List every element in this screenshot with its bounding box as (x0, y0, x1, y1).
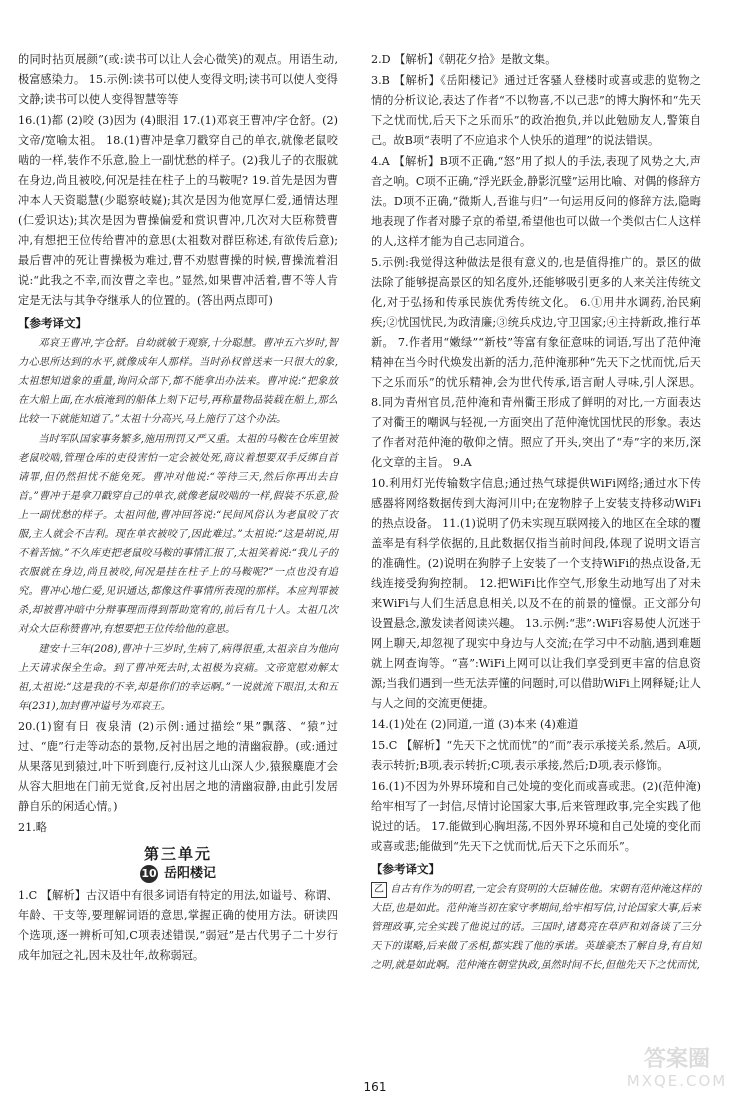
answer-block-15: 的同时拈页展颜”(或:读书可以让人会心微笑)的观点。用语生动,极富感染力。 15.示例:读书可以使人变得文明;读书可以使人变得文静;读书可以使人变得智慧等等 (18, 53, 338, 106)
answer-block-3: 3.B 【解析】《岳阳楼记》通过迁客骚人登楼时或喜或悲的览物之情的分析议论,表达了作者“不以物喜,不以己悲”的博大胸怀和“先天下之忧而忧,后天下之乐而乐”的政治抱负,并以此勉励友人,警策自己。故B项“表明了不应追求个人快乐的道理”的说法错误。 (371, 74, 701, 147)
translation-paragraph: 建安十三年(208),曹冲十三岁时,生病了,病得很重,太祖亲自为他向上天请求保全生命。到了曹冲死去时,太祖极为哀痛。文帝宽慰劝解太祖,太祖说:“这是我的不幸,却是你们的幸运啊。”一说就流下眼泪,太和五年(231),加封曹冲谥号为邓哀王。 (18, 644, 338, 712)
reference-translation-heading: 【 参考译文 】 (18, 313, 87, 333)
reference-translation-heading: 【 参考译文 】 (371, 859, 440, 879)
answer-block-14: 14.(1)处在 (2)同道,一道 (3)本来 (4)难道 (371, 718, 579, 731)
lesson-title (18, 864, 338, 884)
translation-paragraph (371, 880, 701, 975)
answer-block-16-19: 16.(1)都 (2)咬 (3)因为 (4)眼泪 17.(1)邓哀王曹冲/字仓舒。(2)文帝/宽喻太祖。 18.(1)曹冲是拿刀戳穿自己的单衣,就像老鼠咬啮的一样,装作不乐意,脸上一副忧愁的样子。(2)我儿子的衣服就在身边,尚且被咬,何况是挂在柱子上的马鞍呢? 19.首先是因为曹冲本人天资聪慧(少聪察岐嶷);其次是因为他宽厚仁爱,通情达理(仁爱识达);其次是因为曹操偏爱和赏识曹冲,几次对大臣称赞曹冲,有想把王位传给曹冲的意思(太祖数对群臣称述,有欲传后意);最后曹冲的死让曹操极为难过,曹不劝慰曹操的时候,曹操流着泪说:“此我之不幸,而汝曹之幸也。”显然,如果曹冲活着,曹不等人肯定是无法与其争夺继承人的位置的。(答出两点即可) (18, 114, 338, 307)
translation-paragraph: 当时军队国家事务繁多,施用刑罚又严又重。太祖的马鞍在仓库里被老鼠咬啮,管理仓库的吏役害怕一定会被处死,商议着想要双手反绑自首请罪,但仍然担忧不能免死。曹冲对他说:“等待三天,然后你再出去自首。”曹冲于是拿刀戳穿自己的单衣,就像老鼠咬啮的一样,假装不乐意,脸上一副忧愁的样子。太祖问他,曹冲回答说:“民间风俗认为老鼠咬了衣服,主人就会不吉利。现在单衣被咬了,因此难过。”太祖说:“这是胡说,用不着苦恼。”不久库吏把老鼠咬马鞍的事情汇报了,太祖笑着说:“我儿子的衣服就在身边,尚且被咬,何况是挂在柱子上的马鞍呢?”一点也没有追究。曹冲心地仁爱,见识通达,都像这件事情所表现的那样。本应判罪被杀,却被曹冲暗中分辩事理而得到帮助宽宥的,前后有几十人。太祖几次对众大臣称赞曹冲,有想要把王位传给他的意思。 (18, 434, 338, 635)
page-number: 161 (363, 1080, 387, 1094)
watermark-url: MXQE.COM (626, 1072, 728, 1090)
translation-text: 自古有作为的明君,一定会有贤明的大臣辅佐他。宋朝有范仲淹这样的大臣,也是如此。范仲淹当初在家守孝期间,给牢相写信,讨论国家大事,后来管理政事,完全实践了他说过的话。三国时,诸葛亮在草庐和刘备谈了三分天下的谋略,后来做了丞相,都实践了他的承诺。英雄豪杰了解自身,有自知之明,就是如此啊。范仲淹在朝堂执政,虽然时间不长,但他先天下之忧而忧, (371, 884, 701, 971)
translation-paragraph: 邓哀王曹冲,字仓舒。自幼就敏于观察,十分聪慧。曹冲五六岁时,智力心思所达到的水平,就像成年人那样。当时孙权曾送来一只很大的象,太祖想知道象的重量,询问众部下,都不能拿出办法来。曹冲说:“把象放在大船上面,在水痕淹到的船体上刻下记号,再称量物品装载在船上,那么比较一下就能知道了。”太祖十分高兴,马上施行了这个办法。 (18, 338, 338, 425)
unit-title: 第三单元 (143, 845, 212, 863)
translation-tag: 乙 (371, 882, 387, 898)
lesson-number-badge: 10 (140, 865, 158, 883)
answer-block-1: 1.C 【解析】古汉语中有很多词语有特定的用法,如谥号、称谓、年龄、干支等,要理解词语的意思,掌握正确的使用方法。研读四个选项,逐一辨析可知,C项表述错误,“弱冠”是古代男子二十岁行成年加冠之礼,因未及壮年,故称弱冠。 (18, 889, 338, 962)
watermark-logo-text: 答案圈 (643, 1047, 710, 1072)
answer-block-2: 2.D 【解析】《朝花夕拾》是散文集。 (371, 53, 557, 66)
right-column (371, 50, 701, 976)
answer-block-21: 21.略 (18, 821, 47, 834)
watermark-logo (612, 1048, 742, 1096)
answer-block-20: 20.(1)窗有日 夜泉清 (2)示例:通过描绘“果”飘落、“猿”过过、“鹿”行走等动态的景物,反衬出居之地的清幽寂静。(或:通过从果落见到猿过,叶下听到鹿行,反衬这儿山深人少,猿猴麋鹿才会从容大胆地在门前无觉食,反衬出居之地的清幽寂静,由此引发居静自乐的闲适心情。) (18, 720, 338, 813)
answer-block-4: 4.A 【解析】B项不正确,“怒”用了拟人的手法,表现了风势之大,声音之响。C项不正确,“浮光跃金,静影沉璧”运用比喻、对偶的修辞方法。D项不正确,“微斯人,吾谁与归”一句运用反问的修辞方法,隐晦地表现了作者对滕子京的希望,希望他也可以做一个类似古仁人这样的人,这样才能为自己志同道合。 (371, 155, 701, 248)
answer-block-5-9: 5.示例:我觉得这种做法是很有意义的,也是值得推广的。景区的做法除了能够提高景区的知名度外,还能够吸引更多的人来关注传统文化,对于弘扬和传承民族优秀传统文化。 6.①用井水调药,治民痢疾;②忧国忧民,为政清廉;③统兵戍边,守卫国家;④主持新政,推行革新。 7.作者用“嫩绿”“新枝”等富有象征意味的词语,写出了范仲淹精神在当今时代焕发出新的活力,范仲淹那种“先天下之忧而忧,后天下之乐而乐”的忧乐精神,会为世代传承,语言耐人寻味,引人深思。 8.同为青州官员,范仲淹和青州衢王形成了鲜明的对比,一方面表达了对衢王的嘲讽与轻视,一方面突出了范仲淹忧国忧民的形象。表达了作者对范仲淹的敬仰之情。照应了开头,突出了“寿”字的来历,深化文章的主旨。 9.A (371, 256, 701, 469)
answer-block-10-13: 10.利用灯光传输数字信息;通过热气球提供WiFi网络;通过水下传感器将网络数据传到大海河川中;在宠物脖子上安装支持移动WiFi的热点设备。 11.(1)说明了仍未实现互联网接入的地区在全球的覆盖率是有科学依据的,且此数据仅指当前时间段,体现了说明文语言的准确性。(2)说明在狗脖子上安装了一个支持WiFi的热点设备,无线连接受狗狗控制。 12.把WiFi比作空气,形象生动地写出了对未来WiFi与人们生活息息相关,以及不在的前景的憧憬。正文部分句设置悬念,激发读者阅读兴趣。 13.示例:“悲”:WiFi容易使人沉迷于网上聊天,却忽视了现实中身边与人交流;在学习中不动脑,遇到难题就上网查询等。“喜”:WiFi上网可以让我们享受到更丰富的信息资源;当我们遇到一些无法弄懂的问题时,可以借助WiFi上网释疑;让人与人之间的交流更便捷。 (371, 477, 701, 710)
answer-block-16-17: 16.(1)不因为外界环境和自己处境的变化而或喜或悲。(2)(范仲淹)给牢相写了一封信,尽情讨论国家大事,后来管理政事,完全实践了他说过的话。 17.能做到心胸坦荡,不因外界环境和自己处境的变化而或喜或悲;能做到“先天下之忧而忧,后天下之乐而乐”。 (371, 780, 701, 853)
answer-block-15: 15.C 【解析】“先天下之忧而忧”的“而”表示承接关系,然后。A项,表示转折;B项,表示转折;C项,表示承接,然后;D项,表示修饰。 (371, 739, 701, 772)
lesson-title-text: 岳阳楼记 (163, 866, 216, 881)
left-column (18, 50, 338, 967)
